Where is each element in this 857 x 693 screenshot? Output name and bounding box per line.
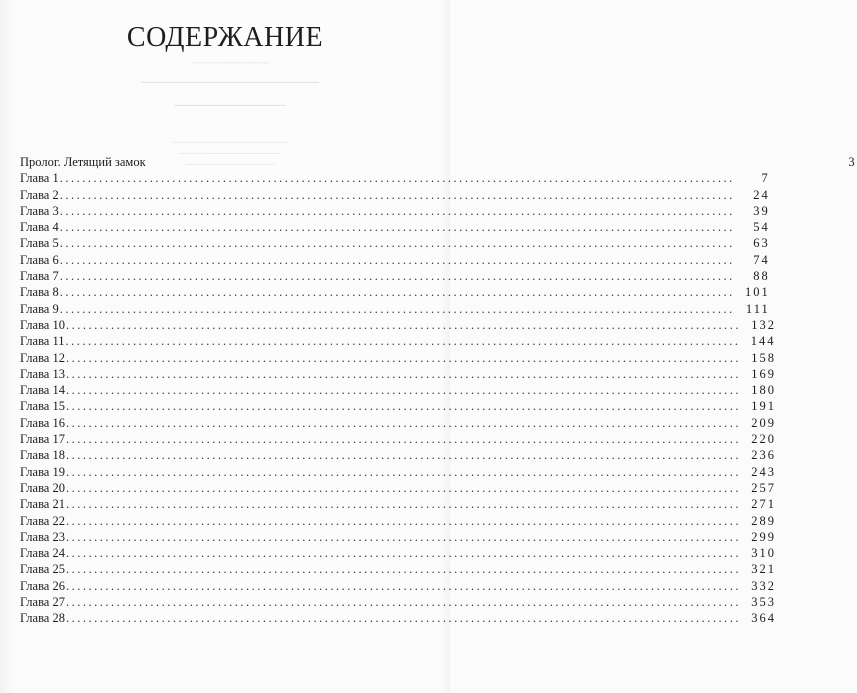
bleed-through-text: ─────────── ──────────────── ────────── ────────────────── ──────────────── ────────────── xyxy=(140,58,320,169)
dot-leader: ........................................................................................................................ xyxy=(59,187,735,202)
dot-leader: ........................................................................................................................ xyxy=(65,611,741,626)
toc-entry-label: Глава 24 xyxy=(20,546,65,561)
toc-entry-label: Глава 11 xyxy=(20,334,65,349)
toc-entry-page-number: 7 xyxy=(761,171,770,186)
dot-leader: ........................................................................................................................ xyxy=(59,252,735,267)
toc-entry-label: Глава 9 xyxy=(20,301,59,316)
toc-entry xyxy=(20,447,776,463)
toc-entry-page-number: 24 xyxy=(753,187,770,202)
toc-entry-page-number: 271 xyxy=(751,497,776,512)
toc-entry-label: Глава 2 xyxy=(20,187,59,202)
toc-entry-label: Глава 22 xyxy=(20,513,65,528)
dot-leader: ........................................................................................................................ xyxy=(65,529,741,544)
toc-entry-label: Глава 15 xyxy=(20,399,65,414)
toc-entry-label: Глава 21 xyxy=(20,497,65,512)
toc-entry-page-number: 132 xyxy=(751,317,776,332)
dot-leader: ........................................................................................................................ xyxy=(65,383,741,398)
dot-leader: ........................................................................................................................ xyxy=(65,448,741,463)
toc-entry xyxy=(20,398,776,414)
toc-entry-page-number: 191 xyxy=(751,399,776,414)
toc-entry xyxy=(20,513,776,529)
dot-leader: ........................................................................................................................ xyxy=(59,220,735,235)
dot-leader: ........................................................................................................................ xyxy=(59,269,735,284)
toc-entry-label: Глава 16 xyxy=(20,415,65,430)
dot-leader: ........................................................................................................................ xyxy=(65,578,741,593)
dot-leader: ........................................................................................................................ xyxy=(65,464,741,479)
dot-leader: ........................................................................................................................ xyxy=(65,432,741,447)
toc-entry-label: Глава 10 xyxy=(20,317,65,332)
toc-entry-label: Глава 1 xyxy=(20,171,59,186)
toc-entry-page-number: 364 xyxy=(751,611,776,626)
table-of-contents xyxy=(20,154,857,627)
toc-entry-label: Глава 13 xyxy=(20,366,65,381)
toc-entry xyxy=(20,268,770,284)
dot-leader: ........................................................................................................................ xyxy=(65,317,741,332)
toc-entry xyxy=(20,464,776,480)
dot-leader: ........................................................................................................................ xyxy=(65,366,741,381)
toc-entry-page-number: 321 xyxy=(751,562,776,577)
dot-leader: ........................................................................................................................ xyxy=(59,301,735,316)
toc-entry-label: Глава 4 xyxy=(20,220,59,235)
toc-entry-label: Глава 28 xyxy=(20,611,65,626)
toc-entry xyxy=(20,219,770,235)
toc-entry xyxy=(20,415,776,431)
toc-entry xyxy=(20,578,776,594)
toc-entry-page-number: 289 xyxy=(751,513,776,528)
toc-entry xyxy=(20,594,776,610)
dot-leader: ........................................................................................................................ xyxy=(65,562,741,577)
toc-entry xyxy=(20,252,770,268)
toc-entry xyxy=(20,154,857,170)
dot-leader: ........................................................................................................................ xyxy=(65,480,741,495)
toc-entry-label: Глава 12 xyxy=(20,350,65,365)
dot-leader: ........................................................................................................................ xyxy=(59,171,735,186)
page-title: СОДЕРЖАНИЕ xyxy=(126,22,324,53)
toc-entry-page-number: 169 xyxy=(751,366,776,381)
toc-entry-label: Глава 17 xyxy=(20,432,65,447)
toc-entry xyxy=(20,496,776,512)
toc-entry-page-number: 88 xyxy=(753,269,770,284)
toc-entry-page-number: 158 xyxy=(751,350,776,365)
dot-leader: ........................................................................................................................ xyxy=(59,236,735,251)
toc-entry-label: Глава 3 xyxy=(20,203,59,218)
toc-entry-page-number: 209 xyxy=(751,415,776,430)
toc-entry-label: Глава 6 xyxy=(20,252,59,267)
toc-entry-label: Глава 14 xyxy=(20,383,65,398)
dot-leader: ........................................................................................................................ xyxy=(65,513,741,528)
toc-entry-page-number: 236 xyxy=(751,448,776,463)
toc-entry-label: Глава 8 xyxy=(20,285,59,300)
toc-entry-page-number: 332 xyxy=(751,578,776,593)
toc-entry xyxy=(20,610,776,626)
dot-leader: ........................................................................................................................ xyxy=(65,595,741,610)
toc-entry xyxy=(20,431,776,447)
toc-entry-label: Глава 7 xyxy=(20,269,59,284)
toc-entry xyxy=(20,170,770,186)
toc-entry-page-number: 39 xyxy=(753,203,770,218)
toc-entry-page-number: 74 xyxy=(753,252,770,267)
toc-entry-page-number: 3 xyxy=(848,155,857,169)
toc-entry xyxy=(20,203,770,219)
dot-leader: ........................................................................................................................ xyxy=(65,415,741,430)
toc-entry-label: Глава 26 xyxy=(20,578,65,593)
toc-entry xyxy=(20,235,770,251)
toc-entry xyxy=(20,382,776,398)
toc-entry-label: Глава 25 xyxy=(20,562,65,577)
toc-entry xyxy=(20,187,770,203)
toc-entry-page-number: 257 xyxy=(751,480,776,495)
toc-entry-label: Глава 18 xyxy=(20,448,65,463)
toc-entry-label: Глава 19 xyxy=(20,464,65,479)
dot-leader: ........................................................................................................................ xyxy=(65,546,741,561)
toc-entry-page-number: 180 xyxy=(751,383,776,398)
toc-entry-page-number: 299 xyxy=(751,529,776,544)
toc-entry xyxy=(20,350,776,366)
toc-entry-label: Глава 23 xyxy=(20,529,65,544)
toc-entry-page-number: 54 xyxy=(753,220,770,235)
toc-entry-page-number: 63 xyxy=(753,236,770,251)
toc-entry xyxy=(20,284,770,300)
toc-entry xyxy=(20,366,776,382)
toc-entry xyxy=(20,317,776,333)
toc-entry-page-number: 144 xyxy=(750,334,776,349)
toc-entry-page-number: 353 xyxy=(751,595,776,610)
toc-entry xyxy=(20,480,776,496)
toc-entry-page-number: 220 xyxy=(751,432,776,447)
toc-entry-page-number: 111 xyxy=(745,301,770,316)
dot-leader: ........................................................................................................................ xyxy=(65,497,741,512)
toc-entry xyxy=(20,545,776,561)
toc-entry-label: Глава 20 xyxy=(20,480,65,495)
toc-entry-label: Глава 5 xyxy=(20,236,59,251)
toc-entry-page-number: 243 xyxy=(751,464,776,479)
dot-leader: ........................................................................................................................ xyxy=(65,399,741,414)
dot-leader: ........................................................................................................................ xyxy=(65,334,741,349)
toc-entry xyxy=(20,333,776,349)
toc-entry xyxy=(20,561,776,577)
toc-entry-page-number: 101 xyxy=(744,285,770,300)
dot-leader: ........................................................................................................................ xyxy=(65,350,741,365)
toc-entry xyxy=(20,529,776,545)
dot-leader: ........................................................................................................................ xyxy=(59,203,735,218)
toc-entry xyxy=(20,301,770,317)
toc-entry-page-number: 310 xyxy=(751,546,776,561)
dot-leader: ........................................................................................................................ xyxy=(59,285,735,300)
toc-entry-label: Пролог. Летящий замок xyxy=(20,155,146,169)
toc-entry-label: Глава 27 xyxy=(20,595,65,610)
